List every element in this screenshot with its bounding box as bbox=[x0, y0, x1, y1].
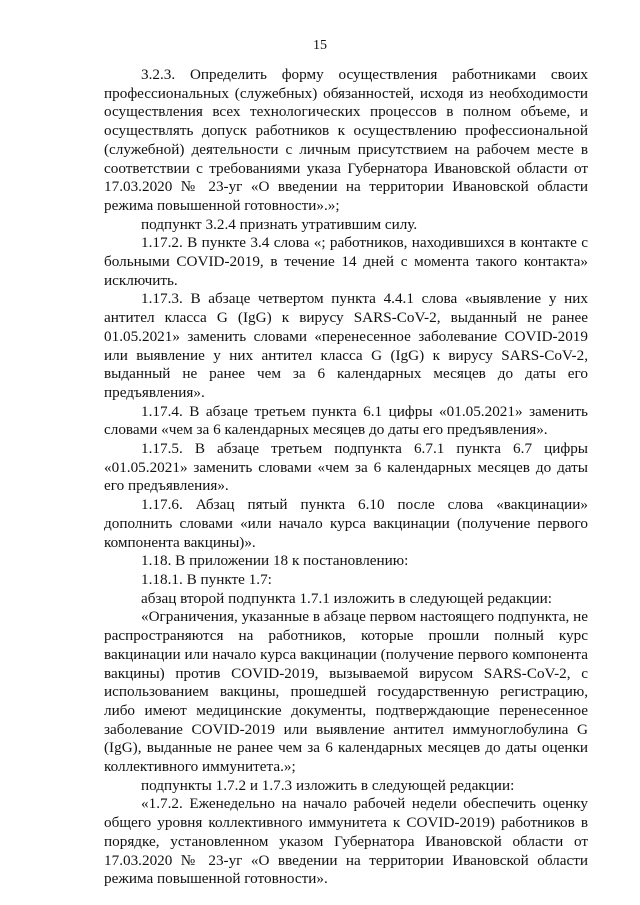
paragraph-1-17-4: 1.17.4. В абзаце третьем пункта 6.1 цифры «01.05.2021» заменить словами «чем за 6 календарных месяцев до даты его предъявления». bbox=[104, 402, 588, 439]
page-number: 15 bbox=[313, 38, 327, 53]
paragraph-1-7-1-intro: абзац второй подпункта 1.7.1 изложить в следующей редакции: bbox=[141, 589, 552, 607]
paragraph-1-7-2-quote: «1.7.2. Еженедельно на начало рабочей недели обеспечить оценку общего уровня коллективного иммунитета к COVID-2019) работников в порядке, установленном указом Губернатора Ивановской области от 17.03.2020 № 23-уг «О введении на территории Ивановской области режима повышенной готовности». bbox=[104, 795, 588, 888]
paragraph-subpoint-3-2-4: подпункт 3.2.4 признать утратившим силу. bbox=[141, 215, 418, 233]
paragraph-1-18-1: 1.18.1. В пункте 1.7: bbox=[141, 570, 272, 588]
paragraph-1-17-2: 1.17.2. В пункте 3.4 слова «; работников, находившихся в контакте с больными COVID-2019, в течение 14 дней с момента такого контакта» исключить. bbox=[104, 234, 588, 289]
paragraph-1-18: 1.18. В приложении 18 к постановлению: bbox=[141, 552, 409, 570]
paragraph-3-2-3: 3.2.3. Определить форму осуществления работниками своих профессиональных (служебных) обязанностей, исходя из необходимости осуществления всех технологических процессов в полном объеме, и осуществлять допуск работников к осуществлению профессиональной (служебной) деятельности с личным присутствием на рабочем месте в соответствии с требованиями указа Губернатора Ивановской области от 17.03.2020 № 23-уг «О введении на территории Ивановской области режима повышенной готовности».»; bbox=[104, 66, 588, 214]
paragraph-1-17-5: 1.17.5. В абзаце третьем подпункта 6.7.1 пункта 6.7 цифры «01.05.2021» заменить словами «чем за 6 календарных месяцев до даты его предъявления». bbox=[104, 440, 588, 495]
paragraph-1-17-3: 1.17.3. В абзаце четвертом пункта 4.4.1 слова «выявление у них антител класса G (IgG) к вирусу SARS-CoV-2, выданный не ранее 01.05.2021» заменить словами «перенесенное заболевание COVID-2019 или выявление у них антител класса G (IgG) к вирусу SARS-CoV-2, выданный не ранее чем за 6 календарных месяцев до даты его предъявления». bbox=[104, 290, 588, 401]
paragraph-1-17-6: 1.17.6. Абзац пятый пункта 6.10 после слова «вакцинации» дополнить словами «или начало курса вакцинации (получение первого компонента вакцины)». bbox=[104, 496, 588, 551]
paragraph-restrictions-quote: «Ограничения, указанные в абзаце первом настоящего подпункта, не распространяются на работников, которые прошли полный курс вакцинации или начало курса вакцинации (получение первого компонента вакцины) против COVID-2019, вызываемой вирусом SARS-CoV-2, с использованием вакцины, прошедшей государственную регистрацию, либо имеют медицинские документы, подтверждающие перенесенное заболевание COVID-2019 или выявление антител иммуноглобулина G (IgG), выданные не ранее чем за 6 календарных месяцев до даты оценки коллективного иммунитета.»; bbox=[104, 608, 588, 776]
document-body bbox=[104, 66, 588, 889]
paragraph-1-7-2-1-7-3-intro: подпункты 1.7.2 и 1.7.3 изложить в следующей редакции: bbox=[141, 776, 515, 794]
